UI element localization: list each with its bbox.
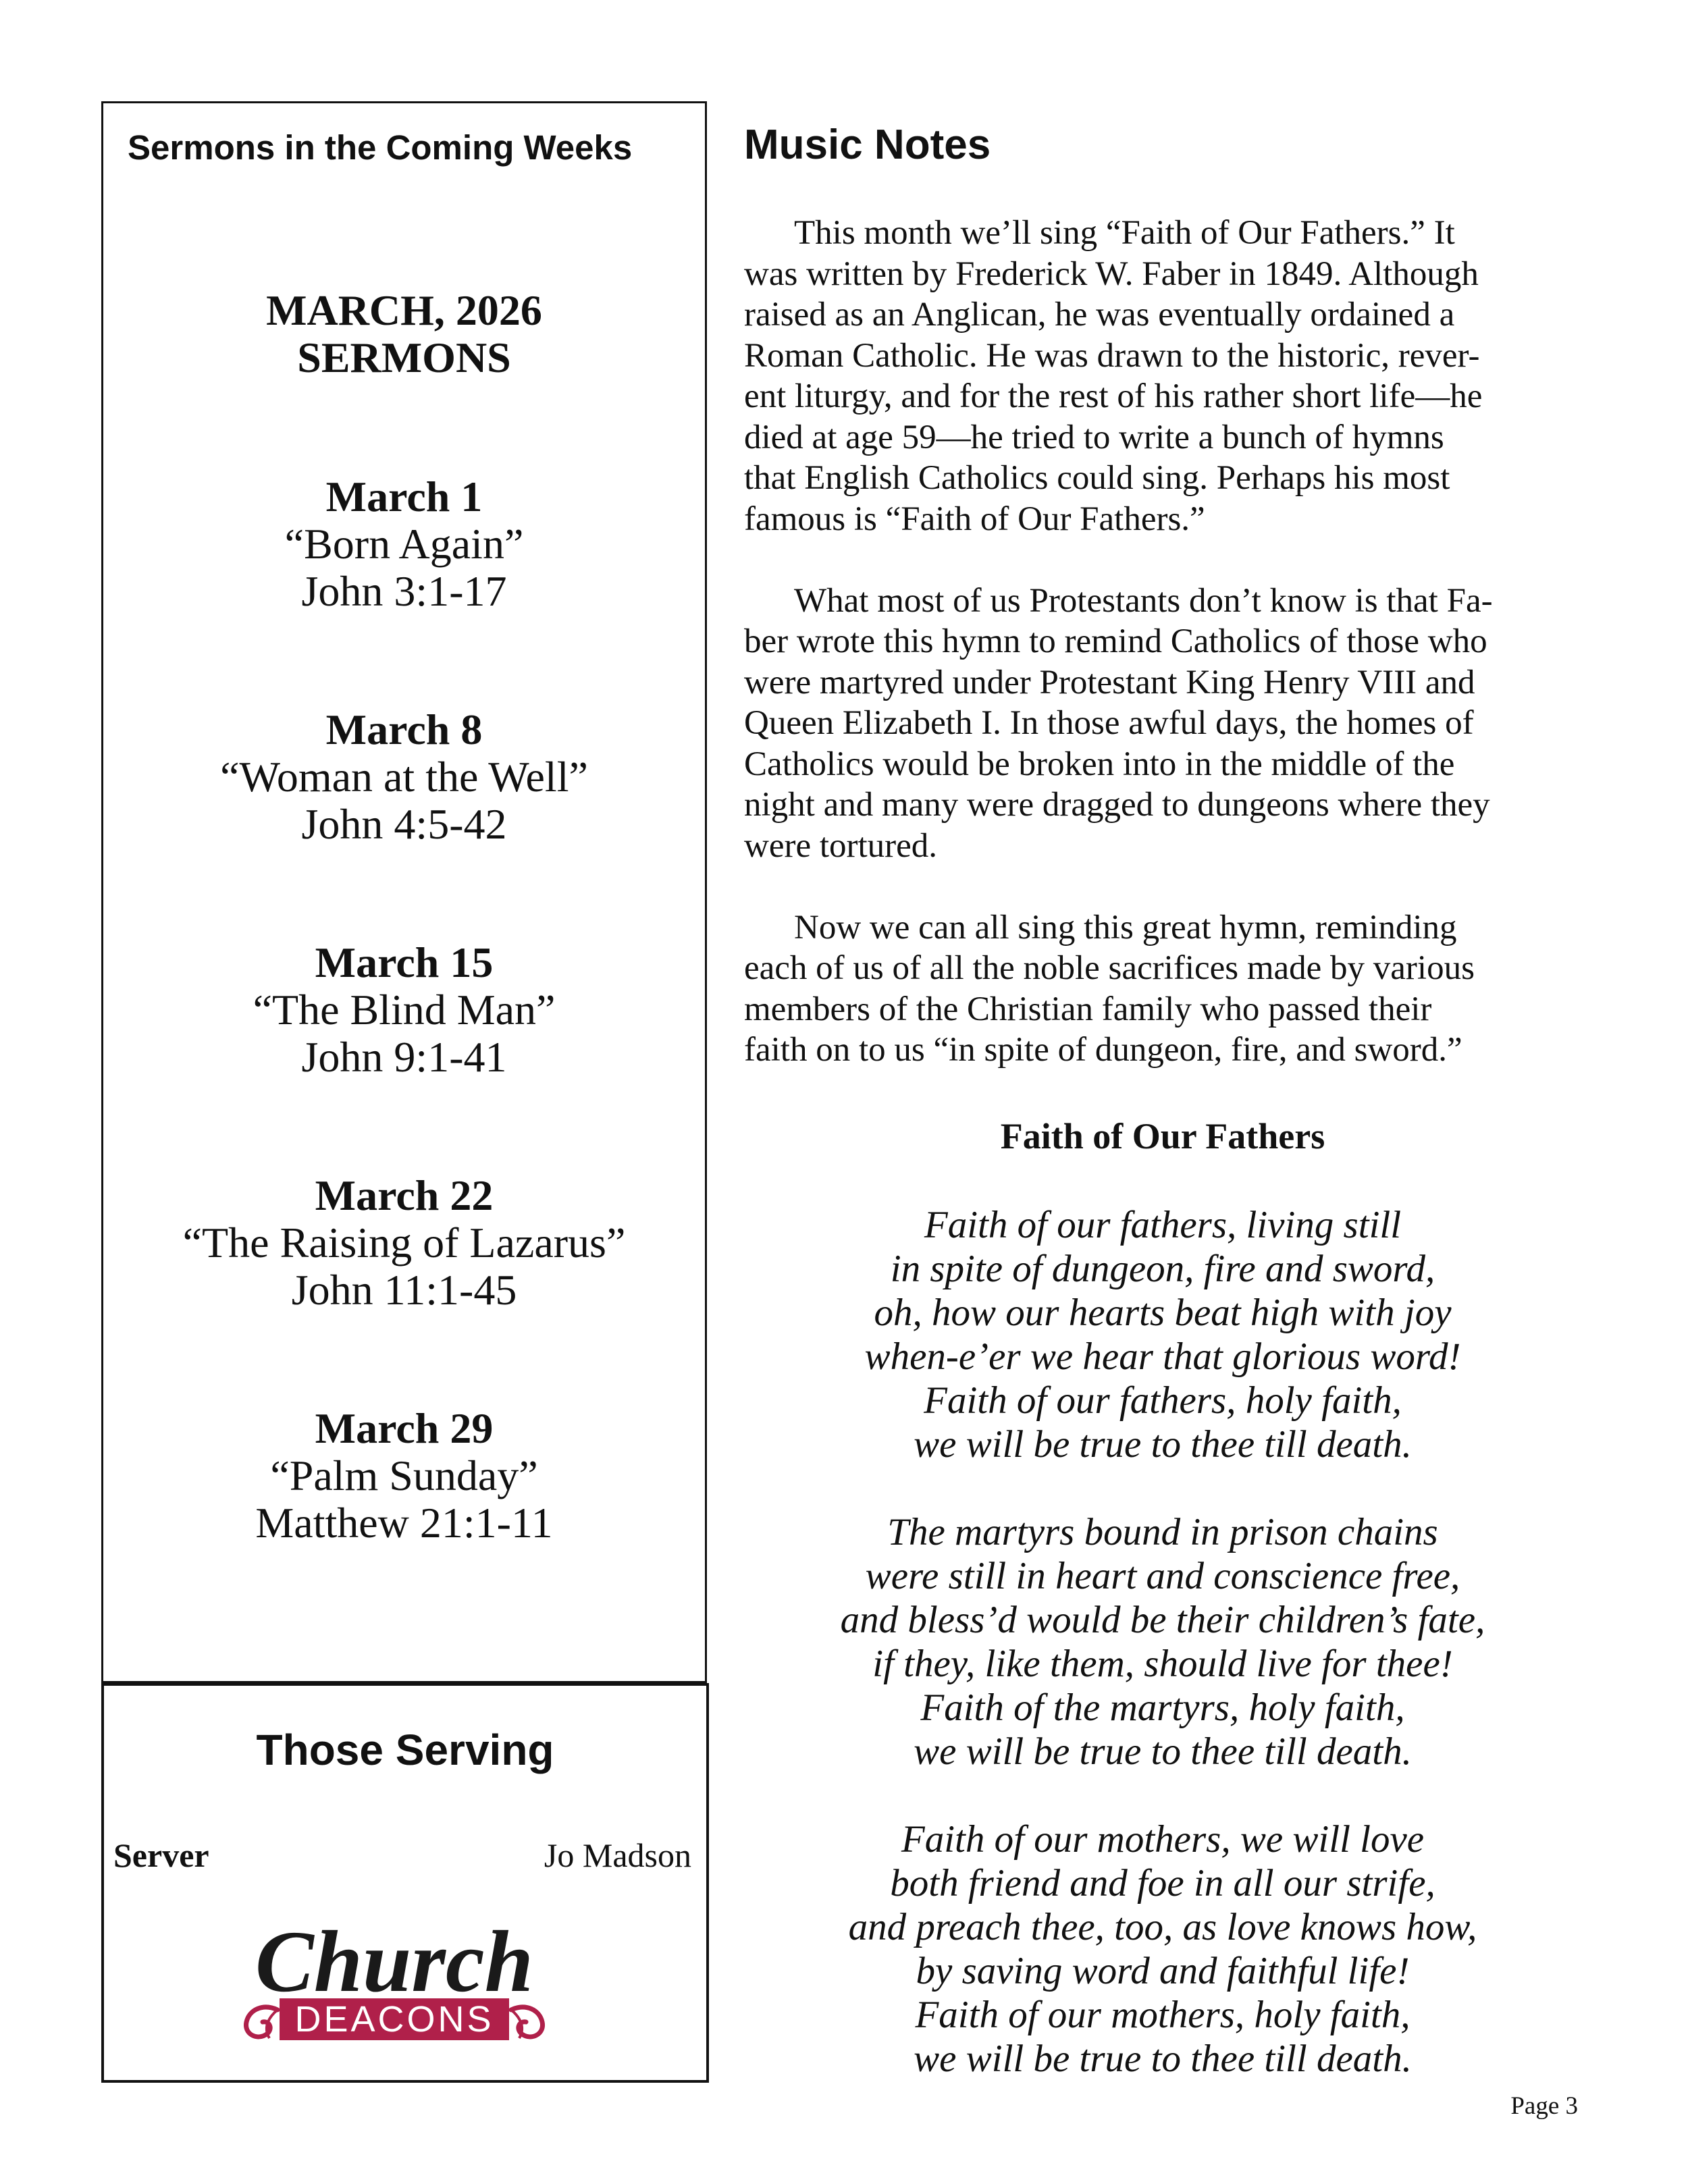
logo-swirl-right	[511, 2007, 543, 2037]
sermon-scripture: John 3:1-17	[301, 567, 507, 615]
sermon-title: “The Blind Man”	[253, 986, 556, 1034]
sermon-item	[103, 1172, 705, 1314]
hymn-stanza	[744, 1510, 1581, 1774]
sermon-date: March 29	[315, 1404, 494, 1452]
hymn-stanza	[744, 1817, 1581, 2081]
article-paragraph: This month we’ll sing “Faith of Our Fathers.” It was written by Frederick W. Faber in 1849. Although raised as an Anglican, he was eventually ordained a Roman Catholic. He was drawn to the historic, rever- ent liturgy, and for the rest of his rather short life—he died at age 59—he tried to write a bunch of hymns that English Catholics could sing. Perhaps his most famous is “Faith of Our Fathers.”	[744, 214, 1483, 538]
hymn-line: Faith of the martyrs, holy faith,	[920, 1686, 1405, 1729]
month-title-line: SERMONS	[297, 334, 511, 381]
logo-swirl-left-tail	[267, 2010, 278, 2038]
hymn-line: Faith of our mothers, holy faith,	[915, 1994, 1410, 2036]
sermons-panel	[101, 101, 707, 1683]
church-deacons-logo	[222, 1909, 566, 2054]
hymn-line: by saving word and faithful life!	[916, 1950, 1410, 1992]
sermon-item	[103, 706, 705, 848]
serving-panel	[101, 1683, 709, 2083]
serving-role: Server	[113, 1836, 209, 1874]
page-number: Page 3	[1510, 2092, 1578, 2120]
hymn-line: we will be true to thee till death.	[914, 1730, 1412, 1773]
article-paragraph: What most of us Protestants don’t know is that Fa- ber wrote this hymn to remind Catholics of those who were martyred under Protestant King Henry VIII and Queen Elizabeth I. In those awful days, the homes of Catholics would be broken into in the middle of the night and many were dragged to dungeons where they were tortured.	[744, 581, 1493, 865]
hymn-line: both friend and foe in all our strife,	[890, 1862, 1435, 1905]
logo-script-text: Church	[255, 1913, 533, 2010]
sermon-title: “Woman at the Well”	[220, 753, 588, 801]
hymn-title: Faith of Our Fathers	[1000, 1116, 1325, 1156]
hymn-line: if they, like them, should live for thee!	[872, 1643, 1453, 1685]
hymn-line: Faith of our fathers, living still	[924, 1204, 1402, 1246]
logo-swirl-right-tail	[511, 2010, 522, 2038]
sermon-scripture: John 11:1-45	[291, 1266, 517, 1314]
sermon-date: March 15	[315, 938, 494, 986]
sermon-title: “Born Again”	[284, 520, 524, 568]
hymn-line: in spite of dungeon, fire and sword,	[890, 1248, 1435, 1290]
music-notes-heading: Music Notes	[744, 122, 991, 168]
sermon-item	[103, 939, 705, 1081]
month-title-line: MARCH, 2026	[266, 286, 542, 334]
sermon-title: “Palm Sunday”	[270, 1451, 538, 1499]
sermon-scripture: John 4:5-42	[301, 800, 507, 848]
sermons-heading: Sermons in the Coming Weeks	[128, 128, 633, 167]
sermon-date: March 8	[325, 705, 483, 753]
sermon-item	[103, 473, 705, 615]
hymn-stanza	[744, 1203, 1581, 1466]
hymn-line: and bless’d would be their children’s fate,	[840, 1599, 1485, 1641]
hymn-line: and preach thee, too, as love knows how,	[848, 1906, 1477, 1948]
hymn-line: we will be true to thee till death.	[914, 1423, 1412, 1466]
sermon-title: “The Raising of Lazarus”	[182, 1219, 626, 1267]
sermon-scripture: John 9:1-41	[301, 1033, 507, 1081]
hymn-line: The martyrs bound in prison chains	[887, 1511, 1438, 1553]
article-paragraph: Now we can all sing this great hymn, reminding each of us of all the noble sacrifices made by various members of the Christian family who passed their faith on to us “in spite of dungeon, fire, and sword.”	[744, 908, 1475, 1069]
music-article	[744, 213, 1581, 1111]
hymn-line: oh, how our hearts beat high with joy	[874, 1291, 1452, 1334]
serving-heading: Those Serving	[256, 1726, 554, 1774]
hymn-line: Faith of our mothers, we will love	[901, 1818, 1425, 1861]
hymn-line: were still in heart and conscience free,	[865, 1555, 1460, 1597]
hymn-line: Faith of our fathers, holy faith,	[924, 1379, 1402, 1422]
logo-banner-text: DEACONS	[294, 1999, 494, 2040]
hymn-line: we will be true to thee till death.	[914, 2037, 1412, 2080]
logo-swirl-left	[246, 2007, 278, 2037]
sermon-item	[103, 1405, 705, 1547]
sermon-date: March 22	[315, 1171, 494, 1219]
month-title	[103, 287, 705, 381]
hymn-line: when-e’er we hear that glorious word!	[864, 1335, 1461, 1378]
serving-name: Jo Madson	[544, 1836, 691, 1874]
sermon-date: March 1	[325, 473, 483, 521]
sermon-scripture: Matthew 21:1-11	[255, 1499, 553, 1547]
